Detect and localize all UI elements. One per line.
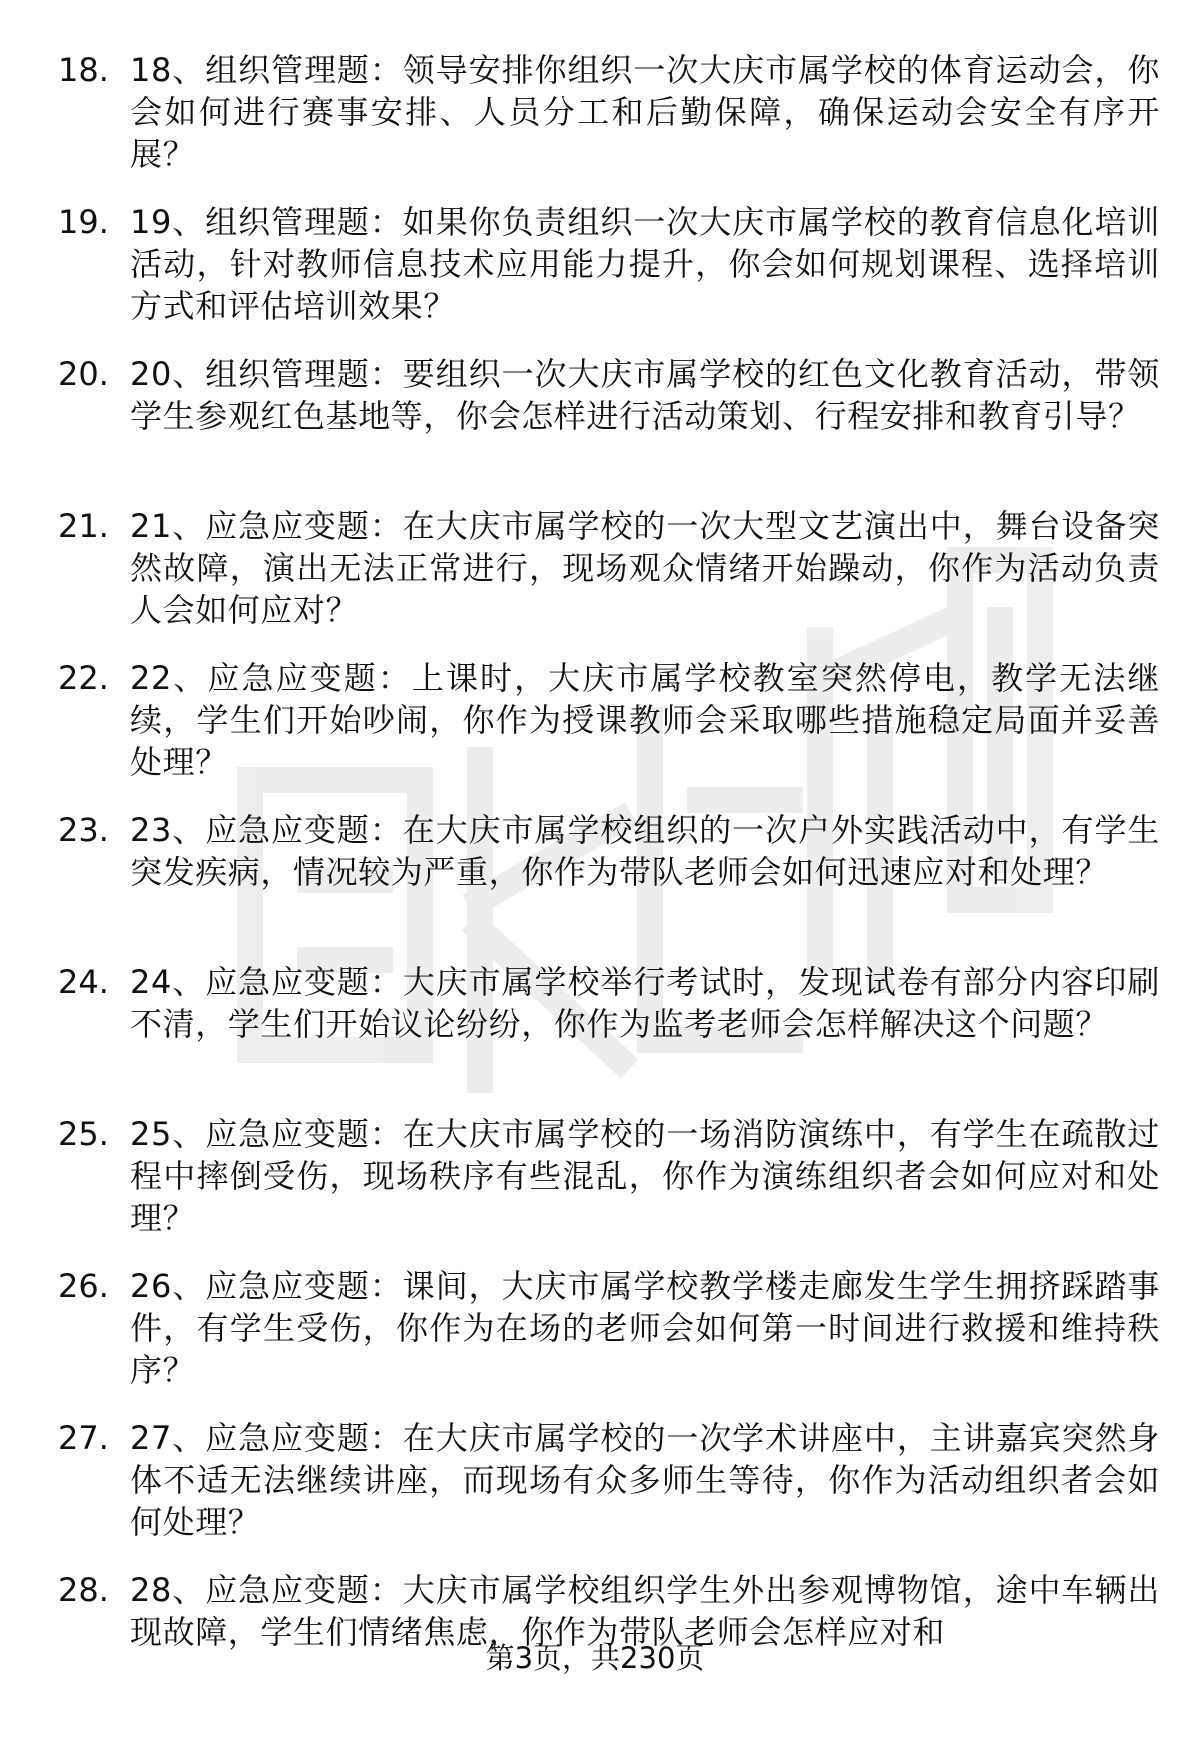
question-text: 18、组织管理题：领导安排你组织一次大庆市属学校的体育运动会，你会如何进行赛事安排、人员分工和后勤保障，确保运动会安全有序开展？ [130,51,1160,173]
list-item [0,1417,1190,1569]
question-number: 25. [58,1115,109,1153]
question-number: 26. [58,1267,109,1305]
question-text: 20、组织管理题：要组织一次大庆市属学校的红色文化教育活动，带领学生参观红色基地等，你会怎样进行活动策划、行程安排和教育引导？ [130,355,1160,435]
question-text: 23、应急应变题：在大庆市属学校组织的一次户外实践活动中，有学生突发疾病，情况较为严重，你作为带队老师会如何迅速应对和处理？ [130,811,1160,891]
question-number: 24. [58,963,109,1001]
question-text: 28、应急应变题：大庆市属学校组织学生外出参观博物馆，途中车辆出现故障，学生们情绪焦虑，你作为带队老师会怎样应对和 [130,1571,1160,1651]
question-text: 22、应急应变题：上课时，大庆市属学校教室突然停电，教学无法继续，学生们开始吵闹，你作为授课教师会采取哪些措施稳定局面并妥善处理？ [130,659,1160,781]
question-number: 27. [58,1419,109,1457]
question-text: 19、组织管理题：如果你负责组织一次大庆市属学校的教育信息化培训活动，针对教师信息技术应用能力提升，你会如何规划课程、选择培训方式和评估培训效果？ [130,203,1160,325]
list-item [0,201,1190,353]
list-item [0,1265,1190,1417]
list-item [0,505,1190,657]
question-text: 21、应急应变题：在大庆市属学校的一次大型文艺演出中，舞台设备突然故障，演出无法正常进行，现场观众情绪开始躁动，你作为活动负责人会如何应对？ [130,507,1160,629]
question-text: 25、应急应变题：在大庆市属学校的一场消防演练中，有学生在疏散过程中摔倒受伤，现场秩序有些混乱，你作为演练组织者会如何应对和处理？ [130,1115,1160,1237]
question-number: 18. [58,51,109,89]
question-number: 22. [58,659,109,697]
question-text: 24、应急应变题：大庆市属学校举行考试时，发现试卷有部分内容印刷不清，学生们开始议论纷纷，你作为监考老师会怎样解决这个问题？ [130,963,1160,1043]
list-item [0,961,1190,1113]
question-text: 27、应急应变题：在大庆市属学校的一次学术讲座中，主讲嘉宾突然身体不适无法继续讲座，而现场有众多师生等待，你作为活动组织者会如何处理？ [130,1419,1160,1541]
question-number: 23. [58,811,109,849]
question-number: 19. [58,203,109,241]
list-item [0,1113,1190,1265]
question-number: 28. [58,1571,109,1609]
question-list [0,49,1190,1721]
list-item [0,809,1190,961]
question-number: 20. [58,355,109,393]
question-number: 21. [58,507,109,545]
list-item [0,49,1190,201]
page-footer: 第3页，共230页 [485,1641,705,1675]
list-item [0,353,1190,505]
list-item [0,657,1190,809]
question-text: 26、应急应变题：课间，大庆市属学校教学楼走廊发生学生拥挤踩踏事件，有学生受伤，你作为在场的老师会如何第一时间进行救援和维持秩序？ [130,1267,1160,1389]
